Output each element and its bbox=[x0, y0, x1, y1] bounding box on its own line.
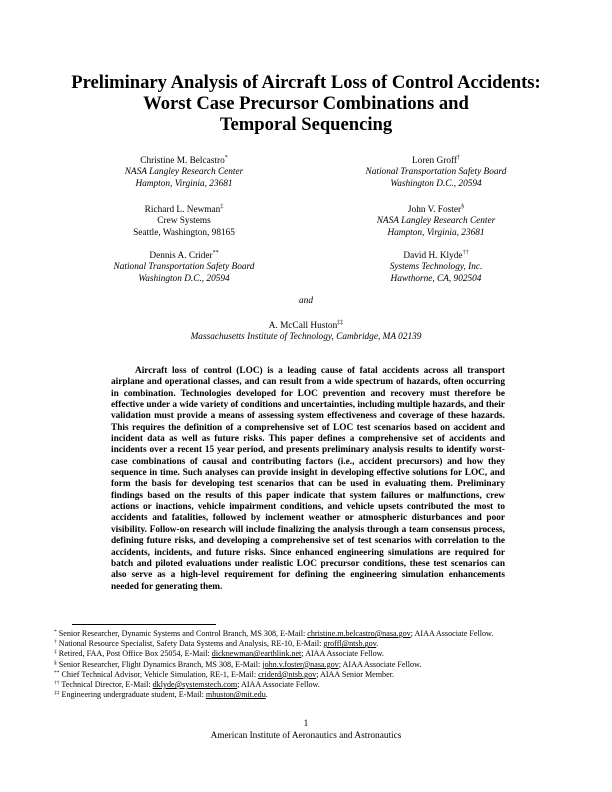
author-location: Hampton, Virginia, 23681 bbox=[135, 178, 233, 189]
author-affiliation: NASA Langley Research Center bbox=[124, 167, 244, 178]
author-name: Christine M. Belcastro bbox=[140, 156, 225, 166]
author-affiliation: National Transportation Safety Board bbox=[113, 262, 255, 273]
footnote-mark: * bbox=[224, 155, 228, 161]
footnote-mark: ‡‡ bbox=[54, 690, 60, 697]
author-affiliation: Massachusetts Institute of Technology, Cambridge, MA 02139 bbox=[190, 332, 422, 343]
author-block bbox=[54, 156, 314, 190]
email-link[interactable]: dklyde@systemstech.com bbox=[152, 680, 238, 690]
footnote: † National Resource Specialist, Safety Data Systems and Analysis, RE-10, E-Mail: groffl@ntsb.gov. bbox=[54, 639, 379, 649]
author-name: Loren Groff bbox=[411, 156, 457, 166]
email-link[interactable]: john.v.foster@nasa.gov bbox=[262, 659, 339, 669]
author-name: A. McCall Huston bbox=[268, 321, 338, 331]
footnotes bbox=[54, 629, 558, 700]
author-block bbox=[54, 205, 314, 239]
footnote-mark: † bbox=[457, 155, 460, 161]
email-link[interactable]: groffl@ntsb.gov bbox=[323, 639, 377, 649]
author-location: Seattle, Washington, 98165 bbox=[133, 227, 235, 238]
footnote: †† Technical Director, E-Mail: dklyde@systemstech.com; AIAA Associate Fellow. bbox=[54, 680, 320, 690]
footnote-mark: ** bbox=[54, 669, 60, 676]
footnote-rule bbox=[72, 624, 216, 625]
author-affiliation: Crew Systems bbox=[157, 216, 211, 227]
author-block bbox=[306, 205, 566, 239]
paper-title bbox=[40, 72, 572, 135]
footnote: ‡‡ Engineering undergraduate student, E-Mail: mhuston@mit.edu. bbox=[54, 690, 268, 700]
title-line-2: Worst Case Precursor Combinations and bbox=[143, 93, 469, 114]
footnote: ‡ Retired, FAA, Post Office Box 25054, E-Mail: dicknewman@earthlink.net; AIAA Associate Fellow. bbox=[54, 649, 384, 659]
title-line-1: Preliminary Analysis of Aircraft Loss of Control Accidents: bbox=[71, 72, 541, 93]
and-separator: and bbox=[299, 296, 313, 306]
author-location: Washington D.C., 20594 bbox=[138, 273, 230, 284]
footnote-mark: § bbox=[461, 204, 465, 210]
footnote-mark: * bbox=[54, 629, 57, 635]
author-location: Washington D.C., 20594 bbox=[390, 178, 482, 189]
author-block bbox=[0, 321, 612, 344]
footnote: ** Chief Technical Advisor, Vehicle Simulation, RE-1, E-Mail: criderd@ntsb.gov; AIAA Senior Member. bbox=[54, 669, 394, 679]
footnote-mark: †† bbox=[462, 250, 469, 256]
footnote-mark: ‡ bbox=[220, 204, 224, 210]
footnote-mark: ** bbox=[212, 250, 219, 256]
footnote: * Senior Researcher, Dynamic Systems and Control Branch, MS 308, E-Mail: christine.m.belcastro@nasa.gov; AIAA Associate Fellow. bbox=[54, 629, 494, 638]
footnote-mark: ‡‡ bbox=[337, 320, 344, 326]
author-name: John V. Foster bbox=[407, 205, 462, 215]
author-block bbox=[306, 156, 566, 190]
author-location: Hawthorne, CA, 902504 bbox=[390, 273, 482, 284]
author-name: David H. Klyde bbox=[403, 251, 463, 261]
author-block bbox=[54, 251, 314, 285]
author-affiliation: Systems Technology, Inc. bbox=[389, 262, 483, 273]
footnote-mark: †† bbox=[54, 680, 60, 687]
footnote: § Senior Researcher, Flight Dynamics Branch, MS 308, E-Mail: john.v.foster@nasa.gov; AIAA Associate Fellow. bbox=[54, 659, 422, 669]
page-footer-organization: American Institute of Aeronautics and Astronautics bbox=[210, 731, 402, 741]
author-name: Dennis A. Crider bbox=[149, 251, 213, 261]
email-link[interactable]: dicknewman@earthlink.net bbox=[211, 649, 302, 659]
author-name: Richard L. Newman bbox=[144, 205, 221, 215]
email-link[interactable]: christine.m.belcastro@nasa.gov bbox=[307, 629, 411, 638]
email-link[interactable]: criderd@ntsb.gov bbox=[258, 669, 317, 679]
author-block bbox=[306, 251, 566, 285]
author-affiliation: NASA Langley Research Center bbox=[376, 216, 496, 227]
email-link[interactable]: mhuston@mit.edu bbox=[205, 690, 266, 700]
footnote-mark: † bbox=[54, 639, 57, 646]
title-line-3: Temporal Sequencing bbox=[219, 114, 393, 135]
page-number: 1 bbox=[303, 719, 309, 729]
footnote-mark: § bbox=[54, 659, 57, 666]
footnote-mark: ‡ bbox=[54, 649, 57, 656]
abstract: Aircraft loss of control (LOC) is a leading cause of fatal accidents across all transport airplane and operational classes, and can result from a wide spectrum of hazards, often occurring in combination. Technologies developed for LOC prevention and recovery must therefore be effective under a wide variety of conditions and uncertainties, including multiple hazards, and their validation must provide a means of assessing system effectiveness and coverage of these hazards. This requires the definition of a comprehensive set of LOC test scenarios based on accident and incident data as well as future risks. This paper defines a comprehensive set of accidents and incidents over a recent 15 year period, and presents preliminary analysis results to identify worst-case combinations of causal and contributing factors (i.e., accident precursors) and how they sequence in time. Such analyses can provide insight in developing effective solutions for LOC, and form the basis for developing test scenarios that can be used in evaluating them. Preliminary findings based on the results of this paper indicate that system failures or malfunctions, crew actions or inactions, vehicle impairment conditions, and vehicle upsets contributed the most to accidents and fatalities, followed by inclement weather or atmospheric disturbances and poor visibility. Follow-on research will include finalizing the analysis through a team consensus process, defining future risks, and developing a comprehensive set of test scenarios with correlation to the accidents, incidents, and future risks. Since enhanced engineering simulations are required for batch and piloted evaluations under realistic LOC precursor conditions, these test scenarios can also serve as a high-level requirement for defining the engineering simulation enhancements needed for generating them. bbox=[111, 366, 505, 592]
author-location: Hampton, Virginia, 23681 bbox=[387, 227, 485, 238]
author-affiliation: National Transportation Safety Board bbox=[365, 167, 507, 178]
